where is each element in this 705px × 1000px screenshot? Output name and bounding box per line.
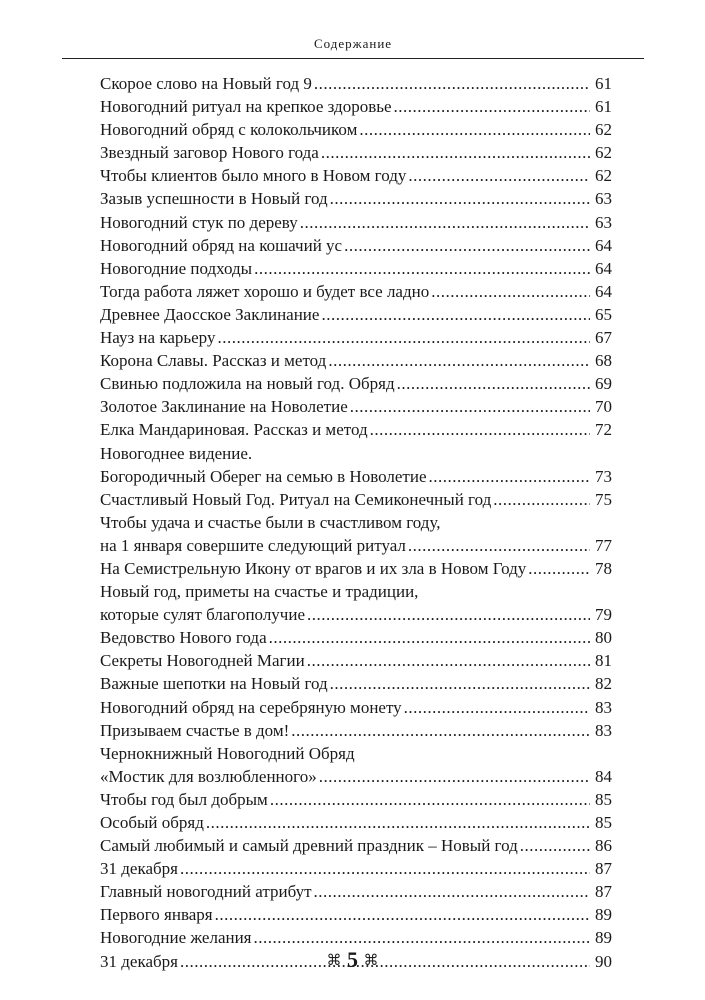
toc-entry-page: 64 bbox=[595, 235, 612, 255]
dot-leader bbox=[307, 603, 590, 626]
toc-entry[interactable] bbox=[100, 719, 612, 742]
toc-entry[interactable] bbox=[100, 649, 612, 672]
toc-entry[interactable] bbox=[100, 211, 612, 234]
toc-entry-page: 64 bbox=[595, 281, 612, 301]
dot-leader bbox=[291, 719, 590, 742]
toc-entry-page: 89 bbox=[595, 905, 612, 925]
toc-entry[interactable] bbox=[100, 557, 612, 580]
toc-entry[interactable] bbox=[100, 811, 612, 834]
toc-entry-page: 78 bbox=[595, 558, 612, 578]
toc-entry-title: На Семистрельную Икону от врагов и их зла в Новом Году bbox=[100, 558, 527, 578]
toc-entry-title: Науз на карьеру bbox=[100, 328, 216, 348]
dot-leader bbox=[397, 372, 590, 395]
ornament-right-icon: ⌘ bbox=[363, 953, 379, 969]
toc-entry-page: 77 bbox=[595, 535, 612, 555]
toc-entry[interactable] bbox=[100, 696, 612, 719]
ornament-left-icon: ⌘ bbox=[326, 953, 342, 969]
dot-leader bbox=[429, 465, 591, 488]
toc-entry-title: Скорое слово на Новый год 9 bbox=[100, 74, 312, 93]
toc-entry-title: 31 декабря bbox=[100, 859, 178, 879]
toc-entry-page: 65 bbox=[595, 304, 612, 324]
toc-entry[interactable] bbox=[100, 95, 612, 118]
dot-leader bbox=[493, 488, 590, 511]
toc-entry-page: 68 bbox=[595, 351, 612, 371]
toc-entry-title: Секреты Новогодней Магии bbox=[100, 651, 305, 671]
toc-entry[interactable] bbox=[100, 488, 612, 511]
toc-entry[interactable] bbox=[100, 187, 612, 210]
dot-leader bbox=[321, 141, 590, 164]
toc-entry-page: 87 bbox=[595, 859, 612, 879]
toc-entry-page: 85 bbox=[595, 813, 612, 832]
toc-entry-title: Особый обряд bbox=[100, 813, 204, 832]
toc-entry[interactable] bbox=[100, 765, 612, 788]
dot-leader bbox=[520, 834, 590, 857]
toc-entry[interactable] bbox=[100, 903, 612, 926]
toc-entry[interactable] bbox=[100, 326, 612, 349]
toc-entry-title: Звездный заговор Нового года bbox=[100, 143, 319, 163]
dot-leader bbox=[269, 626, 590, 649]
toc-entry-title: Богородичный Оберег на семью в Новолетие bbox=[100, 466, 427, 486]
toc-entry-title: Счастливый Новый Год. Ритуал на Семиконечный год bbox=[100, 489, 492, 509]
toc-entry[interactable] bbox=[100, 303, 612, 326]
toc-entry[interactable] bbox=[100, 164, 612, 187]
toc-entry[interactable] bbox=[100, 672, 612, 695]
dot-leader bbox=[344, 234, 590, 257]
table-of-contents bbox=[100, 72, 612, 973]
dot-leader bbox=[328, 349, 590, 372]
toc-entry[interactable] bbox=[100, 418, 612, 441]
toc-entry-title: Призываем счастье в дом! bbox=[100, 720, 290, 740]
dot-leader bbox=[270, 788, 590, 811]
toc-entry-page: 83 bbox=[595, 720, 612, 740]
dot-leader bbox=[215, 903, 590, 926]
toc-entry[interactable] bbox=[100, 465, 612, 488]
toc-entry-page: 87 bbox=[595, 882, 612, 902]
toc-entry-page: 83 bbox=[595, 697, 612, 717]
toc-entry[interactable] bbox=[100, 395, 612, 418]
toc-entry[interactable] bbox=[100, 257, 612, 280]
dot-leader bbox=[217, 326, 590, 349]
toc-entry-title: Главный новогодний атрибут bbox=[100, 882, 312, 902]
page-number: 5 bbox=[347, 947, 358, 972]
toc-entry-title: Чтобы клиентов было много в Новом году bbox=[100, 166, 407, 186]
toc-entry-title: Новый год, приметы на счастье и традиции, bbox=[100, 582, 419, 602]
toc-entry-page: 64 bbox=[595, 258, 612, 278]
toc-entry-title: Елка Мандариновая. Рассказ и метод bbox=[100, 420, 368, 440]
toc-entry-title: которые сулят благополучие bbox=[100, 605, 306, 625]
toc-entry-page: 85 bbox=[595, 789, 612, 809]
toc-entry-page: 70 bbox=[595, 397, 612, 417]
toc-entry-page: 63 bbox=[595, 189, 612, 209]
toc-entry-page: 62 bbox=[595, 166, 612, 186]
dot-leader bbox=[180, 857, 590, 880]
toc-entry-title: Тогда работа ляжет хорошо и будет все ладно bbox=[100, 281, 430, 301]
toc-entry[interactable] bbox=[100, 442, 612, 465]
toc-entry-title: на 1 января совершите следующий ритуал bbox=[100, 535, 406, 555]
toc-entry-title: Ведовство Нового года bbox=[100, 628, 267, 648]
toc-entry-page: 80 bbox=[595, 628, 612, 648]
toc-entry[interactable] bbox=[100, 534, 612, 557]
dot-leader bbox=[528, 557, 590, 580]
toc-entry[interactable] bbox=[100, 788, 612, 811]
toc-entry[interactable] bbox=[100, 626, 612, 649]
toc-entry-page: 89 bbox=[595, 928, 612, 948]
toc-entry[interactable] bbox=[100, 234, 612, 257]
toc-entry-title: Самый любимый и самый древний праздник – Новый год bbox=[100, 836, 518, 856]
dot-leader bbox=[431, 280, 590, 303]
toc-entry-title: «Мостик для возлюбленного» bbox=[100, 766, 317, 786]
dot-leader bbox=[307, 649, 590, 672]
toc-entry-title: Золотое Заклинание на Новолетие bbox=[100, 397, 348, 417]
toc-entry-page: 69 bbox=[595, 374, 612, 394]
toc-entry-title: Чтобы удача и счастье были в счастливом году, bbox=[100, 512, 441, 532]
toc-entry-page: 72 bbox=[595, 420, 612, 440]
toc-entry[interactable] bbox=[100, 372, 612, 395]
toc-entry-title: Новогодний обряд на кошачий ус bbox=[100, 235, 343, 255]
toc-entry-page: 86 bbox=[595, 836, 612, 856]
toc-entry-page: 75 bbox=[595, 489, 612, 509]
dot-leader bbox=[314, 72, 590, 95]
toc-entry[interactable] bbox=[100, 349, 612, 372]
toc-entry-title: Новогодние подходы bbox=[100, 258, 253, 278]
toc-entry-title: Чтобы год был добрым bbox=[100, 789, 268, 809]
toc-entry-title: 31 декабря bbox=[100, 951, 178, 971]
toc-entry-page: 84 bbox=[595, 766, 612, 786]
toc-entry-title: Новогодний обряд на серебряную монету bbox=[100, 697, 402, 717]
toc-entry-page: 90 bbox=[595, 951, 612, 971]
toc-entry[interactable] bbox=[100, 141, 612, 164]
toc-entry-title: Новогодний ритуал на крепкое здоровье bbox=[100, 97, 392, 117]
toc-entry[interactable] bbox=[100, 880, 612, 903]
toc-entry-title: Древнее Даосское Заклинание bbox=[100, 304, 320, 324]
toc-entry[interactable] bbox=[100, 118, 612, 141]
toc-entry-title: Важные шепотки на Новый год bbox=[100, 674, 328, 694]
toc-entry-page: 62 bbox=[595, 143, 612, 163]
toc-entry-title: Новогодний обряд с колокольчиком bbox=[100, 120, 358, 140]
toc-entry-page: 61 bbox=[595, 97, 612, 117]
toc-entry-title: Свинью подложила на новый год. Обряд bbox=[100, 374, 395, 394]
dot-leader bbox=[408, 164, 590, 187]
toc-entry-page: 73 bbox=[595, 466, 612, 486]
toc-entry-page: 63 bbox=[595, 212, 612, 232]
toc-entry[interactable] bbox=[100, 511, 612, 534]
dot-leader bbox=[206, 811, 590, 834]
toc-entry-title: Новогодние желания bbox=[100, 928, 252, 948]
toc-entry-page: 62 bbox=[595, 120, 612, 140]
dot-leader bbox=[330, 187, 590, 210]
dot-leader bbox=[319, 765, 590, 788]
toc-entry-page: 79 bbox=[595, 605, 612, 625]
toc-entry[interactable] bbox=[100, 603, 612, 626]
dot-leader bbox=[404, 696, 590, 719]
dot-leader bbox=[394, 95, 590, 118]
toc-entry-title: Новогоднее видение. bbox=[100, 443, 253, 463]
dot-leader bbox=[321, 303, 590, 326]
toc-entry[interactable] bbox=[100, 857, 612, 880]
dot-leader bbox=[359, 118, 590, 141]
toc-entry-title: Чернокнижный Новогодний Обряд bbox=[100, 743, 355, 763]
dot-leader bbox=[300, 211, 590, 234]
toc-entry-title: Новогодний стук по дереву bbox=[100, 212, 298, 232]
toc-entry-title: Зазыв успешности в Новый год bbox=[100, 189, 328, 209]
dot-leader bbox=[408, 534, 590, 557]
toc-entry-page: 67 bbox=[595, 328, 612, 348]
running-header: Содержание bbox=[313, 36, 393, 51]
dot-leader bbox=[370, 418, 590, 441]
dot-leader bbox=[314, 880, 590, 903]
toc-entry[interactable] bbox=[100, 580, 612, 603]
dot-leader bbox=[254, 257, 590, 280]
dot-leader bbox=[330, 672, 590, 695]
toc-entry[interactable] bbox=[100, 742, 612, 765]
toc-entry[interactable] bbox=[100, 72, 612, 95]
page-footer bbox=[0, 947, 705, 973]
toc-entry-page: 81 bbox=[595, 651, 612, 671]
toc-entry[interactable] bbox=[100, 834, 612, 857]
toc-entry-title: Первого января bbox=[100, 905, 213, 925]
dot-leader bbox=[350, 395, 590, 418]
toc-entry[interactable] bbox=[100, 280, 612, 303]
toc-entry-page: 61 bbox=[595, 74, 612, 93]
toc-entry-title: Корона Славы. Рассказ и метод bbox=[100, 351, 327, 371]
header-rule bbox=[62, 58, 644, 59]
toc-entry-page: 82 bbox=[595, 674, 612, 694]
